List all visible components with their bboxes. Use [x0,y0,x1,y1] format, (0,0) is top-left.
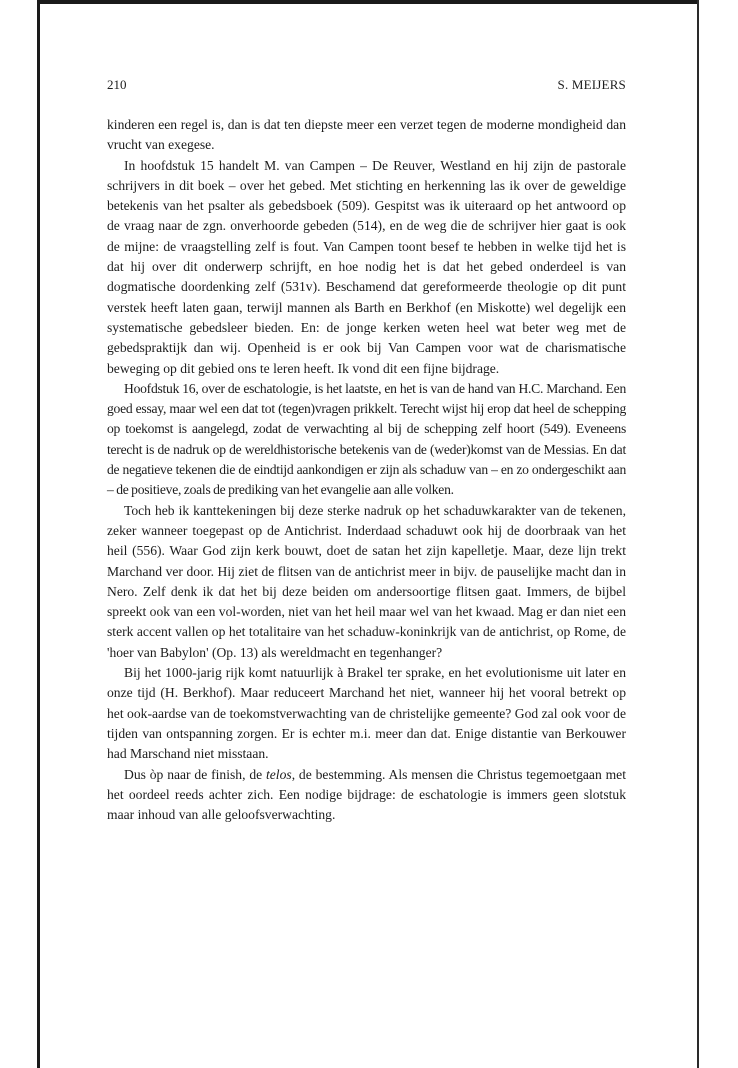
scan-edge-right [697,0,699,1068]
conclusion-text-end: , de bestemming. Als mensen die Christus tegemoetgaan met het oordeel reeds achter zich. Een nodige bijdrage: de eschatologie is immers geen slotstuk maar inhoud van alle geloofsverwachting. [107,766,626,823]
paragraph-antichrist: Toch heb ik kanttekeningen bij deze sterke nadruk op het schaduwkarakter van de tekenen, zeker wanneer toegepast op de Antichrist. Inderdaad schaduwt ook hij de doorbraak van het heil (556). Waar God zijn kerk bouwt, doet de satan het zijn kapelletje. Maar, deze lijn trekt Marchand ver door. Hij ziet de flitsen van de antichrist meer in bijv. de pauselijke macht dan in Nero. Zelf denk ik dat het bij deze beiden om andersoortige flitsen gaat. Immers, de bijbel spreekt ook van een vol-worden, niet van het heil maar wel van het kwaad. Mag er dan niet een sterk accent vallen op het totalitaire van het schaduw-koninkrijk van de antichrist, op Rome, de 'hoer van Babylon' (Op. 13) als wereldmacht en tegenhanger? [107,502,626,660]
paragraph-millennium: Bij het 1000-jarig rijk komt natuurlijk à Brakel ter sprake, en het evolutionisme uit later en onze tijd (H. Berkhof). Maar reduceert Marchand het niet, wanneer hij het vooral betrekt op het ook-aardse van de toekomstverwachting van de christelijke gemeente? God zal ook voor de tijden van ontspanning zorgen. Er is echter m.i. meer dan dat. Enige distantie van Berkouwer had Marschand niet misstaan. [107,665,626,762]
paragraph-conclusion [107,765,626,826]
paragraph-chapter-16: Hoofdstuk 16, over de eschatologie, is het laatste, en het is van de hand van H.C. Marchand. Een goed essay, maar wel een dat tot (tegen)vragen prikkelt. Terecht wijst hij erop dat heel de schepping op toekomst is aangelegd, zodat de verwachting al bij de schepping zelf hoort (549). Eveneens terecht is de nadruk op de wereldhistorische betekenis van de (weder)komst van de Messias. En dat de negatieve tekenen die de eindtijd aankondigen er zijn als schaduw van – en zo ondergeschikt aan – de positieve, zoals de prediking van het evangelie aan alle volken. [107,380,626,498]
running-head-author: S. MEIJERS [557,77,626,92]
scan-edge-left [37,0,40,1068]
telos-italic: telos [266,766,292,782]
page-header [107,77,626,97]
body-text [107,115,626,825]
page-number: 210 [107,77,127,92]
paragraph-chapter-15: In hoofdstuk 15 handelt M. van Campen – De Reuver, Westland en hij zijn de pastorale schrijvers in dit boek – over het gebed. Met stichting en herkenning las ik over de geweldige betekenis van het psalter als gebedsboek (509). Gespitst was ik uiteraard op het antwoord op de vraag naar de zgn. onverhoorde gebeden (514), en de weg die de schrijver hier gaat is ook de mijne: de vraagstelling zelf is fout. Van Campen toont besef te hebben in welke tijd het is dat hij over dit onderwerp schrijft, en hoe nodig het is dat het gebed onderdeel is van dogmatische doordenking zelf (531v). Beschamend dat gereformeerde theologie op dit punt verstek heeft laten gaan, terwijl mannen als Barth en Berkhof (en Miskotte) wel degelijk een systematische gebedsleer bieden. En: de jonge kerken weten heel wat beter weg met de gebedspraktijk dan wij. Openheid is er ook bij Van Campen voor wat de charismatische beweging op dit gebied ons te leren heeft. Ik vond dit een fijne bijdrage. [107,157,626,376]
conclusion-text-start: Dus òp naar de finish, de [124,766,266,782]
paragraph-continuation: kinderen een regel is, dan is dat ten diepste meer een verzet tegen de moderne mondigheid dan vrucht van exegese. [107,117,626,153]
scan-edge-top [38,0,698,4]
